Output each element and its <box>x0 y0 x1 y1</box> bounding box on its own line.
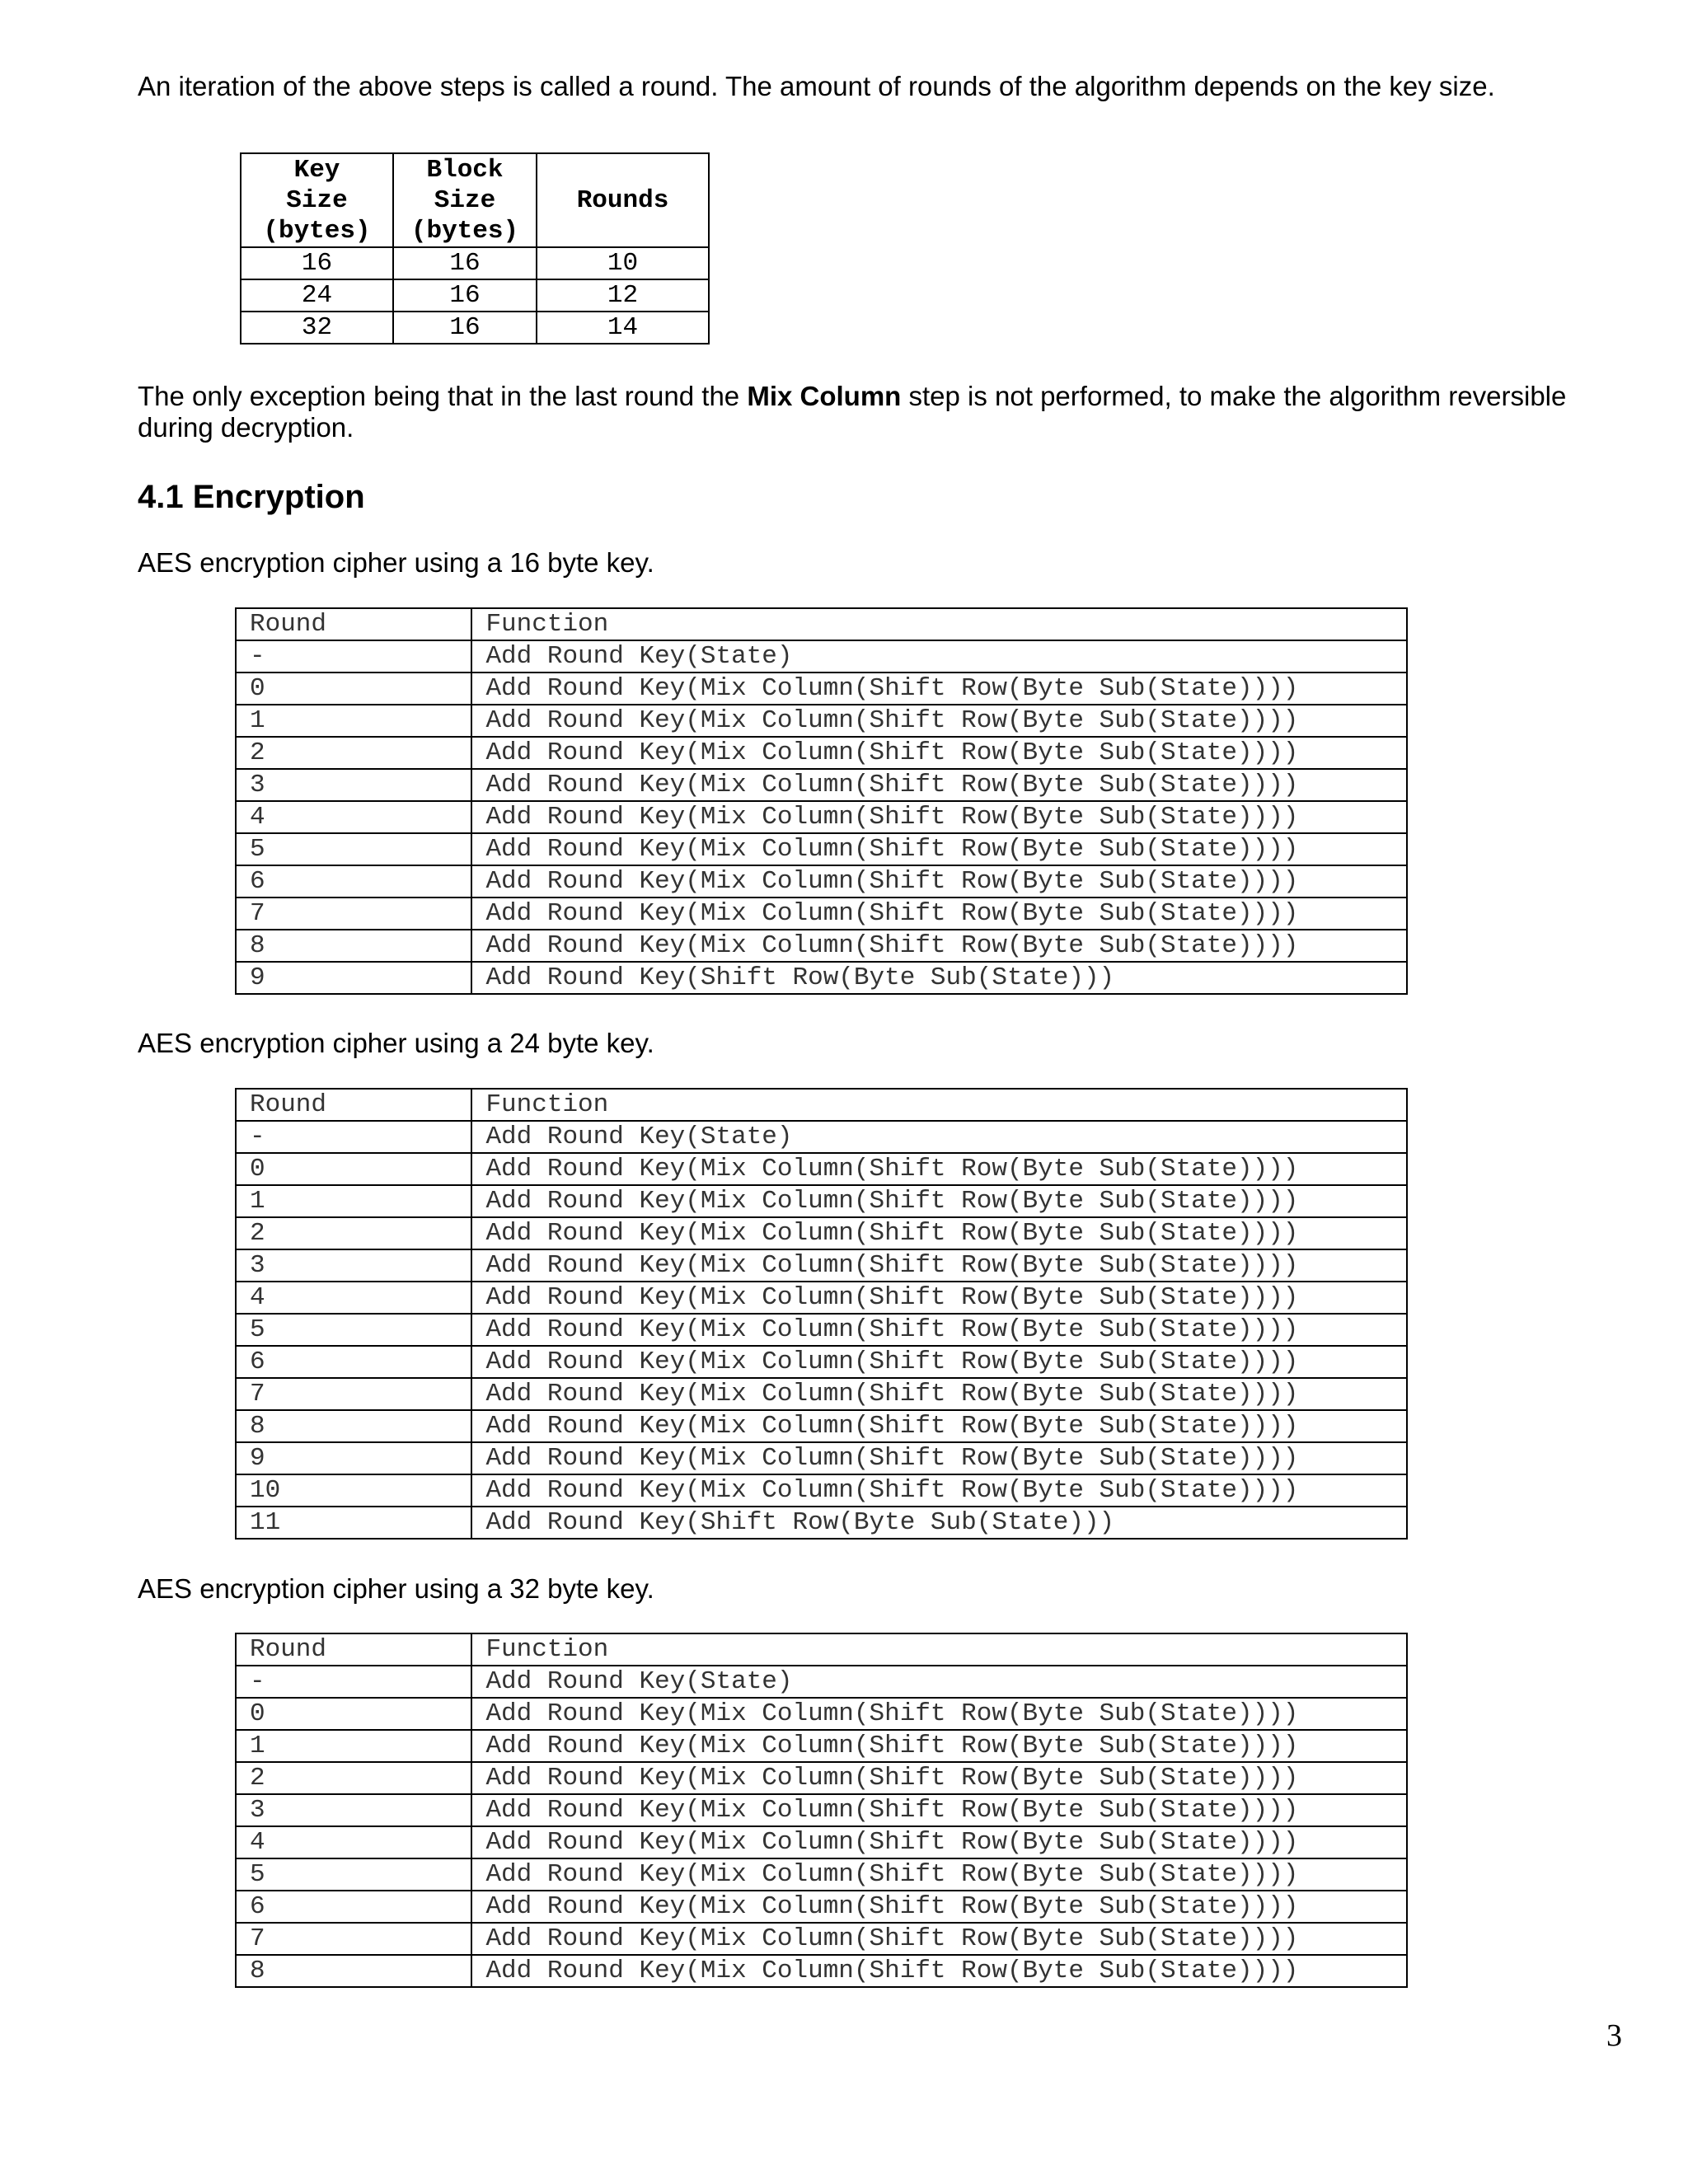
exception-text-line2: during decryption. <box>138 412 354 443</box>
table-row <box>236 1891 1407 1923</box>
function-cell: Add Round Key(Mix Column(Shift Row(Byte Sub(State)))) <box>471 1955 1407 1987</box>
round-cell: 3 <box>236 769 471 801</box>
round-header: Round <box>236 1089 471 1121</box>
function-cell: Add Round Key(Mix Column(Shift Row(Byte Sub(State)))) <box>471 705 1407 737</box>
table-row <box>236 865 1407 898</box>
table-header-row <box>236 1633 1407 1666</box>
round-cell: 1 <box>236 705 471 737</box>
block-size-cell: 16 <box>393 247 537 279</box>
block-size-header-line: (bytes) <box>410 216 519 246</box>
rounds-header-line: Rounds <box>576 185 669 215</box>
table-row <box>236 801 1407 833</box>
table-row <box>236 930 1407 962</box>
function-header: Function <box>471 1089 1407 1121</box>
round-cell: 1 <box>236 1185 471 1217</box>
round-cell: 7 <box>236 1378 471 1410</box>
round-table-24-byte <box>235 1088 1408 1540</box>
round-cell: - <box>236 640 471 673</box>
round-cell: 4 <box>236 801 471 833</box>
function-cell: Add Round Key(Mix Column(Shift Row(Byte Sub(State)))) <box>471 833 1407 865</box>
round-table-16-byte <box>235 607 1408 995</box>
function-cell: Add Round Key(State) <box>471 640 1407 673</box>
function-cell: Add Round Key(Mix Column(Shift Row(Byte Sub(State)))) <box>471 1730 1407 1762</box>
round-cell: 7 <box>236 1923 471 1955</box>
table-caption-32-byte: AES encryption cipher using a 32 byte key. <box>138 1573 654 1604</box>
function-cell: Add Round Key(Shift Row(Byte Sub(State))) <box>471 962 1407 994</box>
round-cell: 3 <box>236 1249 471 1282</box>
round-cell: 5 <box>236 833 471 865</box>
round-cell: - <box>236 1121 471 1153</box>
table-row <box>236 705 1407 737</box>
function-cell: Add Round Key(Mix Column(Shift Row(Byte Sub(State)))) <box>471 1314 1407 1346</box>
block-size-cell: 16 <box>393 312 537 344</box>
key-size-cell: 24 <box>241 279 393 312</box>
page-number: 3 <box>1606 2018 1622 2053</box>
exception-text-before: The only exception being that in the last round the <box>138 381 748 411</box>
exception-paragraph <box>138 381 1566 443</box>
table-row <box>236 1378 1407 1410</box>
function-cell: Add Round Key(Mix Column(Shift Row(Byte Sub(State)))) <box>471 930 1407 962</box>
round-cell: 9 <box>236 1442 471 1474</box>
function-cell: Add Round Key(Mix Column(Shift Row(Byte Sub(State)))) <box>471 1282 1407 1314</box>
round-cell: 0 <box>236 1153 471 1185</box>
table-row <box>236 1923 1407 1955</box>
table-caption-16-byte: AES encryption cipher using a 16 byte key. <box>138 547 654 578</box>
round-cell: 0 <box>236 1698 471 1730</box>
function-cell: Add Round Key(Mix Column(Shift Row(Byte Sub(State)))) <box>471 1891 1407 1923</box>
function-cell: Add Round Key(Mix Column(Shift Row(Byte Sub(State)))) <box>471 801 1407 833</box>
table-row <box>236 1507 1407 1539</box>
key-size-table <box>240 152 710 344</box>
round-cell: 2 <box>236 1762 471 1794</box>
round-cell: 4 <box>236 1826 471 1858</box>
rounds-cell: 10 <box>537 247 709 279</box>
table-caption-24-byte: AES encryption cipher using a 24 byte key. <box>138 1028 654 1058</box>
round-cell: 6 <box>236 1346 471 1378</box>
table-row <box>236 737 1407 769</box>
round-cell: 0 <box>236 673 471 705</box>
intro-paragraph: An iteration of the above steps is called a round. The amount of rounds of the algorithm depends on the key size. <box>138 71 1495 101</box>
function-cell: Add Round Key(Mix Column(Shift Row(Byte Sub(State)))) <box>471 1217 1407 1249</box>
function-cell: Add Round Key(Mix Column(Shift Row(Byte Sub(State)))) <box>471 1762 1407 1794</box>
rounds-cell: 12 <box>537 279 709 312</box>
table-row <box>236 1410 1407 1442</box>
table-row <box>236 1955 1407 1987</box>
block-size-header <box>393 153 537 247</box>
round-cell: 2 <box>236 737 471 769</box>
table-row <box>236 1442 1407 1474</box>
function-header: Function <box>471 1633 1407 1666</box>
key-size-table-header-row <box>241 153 709 247</box>
table-row <box>236 1346 1407 1378</box>
table-row <box>236 1474 1407 1507</box>
key-size-header-line: Size <box>286 185 348 215</box>
table-row <box>236 1826 1407 1858</box>
round-header: Round <box>236 608 471 640</box>
round-cell: 2 <box>236 1217 471 1249</box>
table-row <box>236 1185 1407 1217</box>
round-header: Round <box>236 1633 471 1666</box>
function-cell: Add Round Key(Mix Column(Shift Row(Byte Sub(State)))) <box>471 673 1407 705</box>
table-row <box>236 1249 1407 1282</box>
table-row <box>236 1794 1407 1826</box>
function-cell: Add Round Key(Mix Column(Shift Row(Byte Sub(State)))) <box>471 1858 1407 1891</box>
table-row <box>236 1282 1407 1314</box>
function-cell: Add Round Key(Mix Column(Shift Row(Byte Sub(State)))) <box>471 1153 1407 1185</box>
block-size-header-line: Block <box>426 155 504 185</box>
round-table-32-byte <box>235 1633 1408 1988</box>
table-row <box>236 1858 1407 1891</box>
table-row <box>236 769 1407 801</box>
function-cell: Add Round Key(Mix Column(Shift Row(Byte Sub(State)))) <box>471 898 1407 930</box>
section-heading: 4.1 Encryption <box>138 479 365 515</box>
round-cell: 4 <box>236 1282 471 1314</box>
table-header-row <box>236 1089 1407 1121</box>
table-row <box>236 962 1407 994</box>
function-cell: Add Round Key(Mix Column(Shift Row(Byte Sub(State)))) <box>471 1442 1407 1474</box>
key-size-cell: 16 <box>241 247 393 279</box>
function-cell: Add Round Key(Mix Column(Shift Row(Byte Sub(State)))) <box>471 1346 1407 1378</box>
function-cell: Add Round Key(Mix Column(Shift Row(Byte Sub(State)))) <box>471 1923 1407 1955</box>
function-cell: Add Round Key(Mix Column(Shift Row(Byte Sub(State)))) <box>471 737 1407 769</box>
round-cell: 6 <box>236 865 471 898</box>
key-size-cell: 32 <box>241 312 393 344</box>
table-row <box>236 1217 1407 1249</box>
function-cell: Add Round Key(Mix Column(Shift Row(Byte Sub(State)))) <box>471 1185 1407 1217</box>
table-row <box>241 312 709 344</box>
round-cell: 5 <box>236 1858 471 1891</box>
rounds-header <box>537 153 709 247</box>
block-size-header-line: Size <box>434 185 496 215</box>
round-cell: 7 <box>236 898 471 930</box>
table-row <box>236 898 1407 930</box>
round-cell: 10 <box>236 1474 471 1507</box>
function-cell: Add Round Key(Mix Column(Shift Row(Byte Sub(State)))) <box>471 1378 1407 1410</box>
key-size-header-line: (bytes) <box>263 216 371 246</box>
table-row <box>236 673 1407 705</box>
round-cell: 8 <box>236 1410 471 1442</box>
round-cell: 8 <box>236 1955 471 1987</box>
table-row <box>236 1762 1407 1794</box>
function-cell: Add Round Key(Mix Column(Shift Row(Byte Sub(State)))) <box>471 1474 1407 1507</box>
round-cell: 6 <box>236 1891 471 1923</box>
table-row <box>241 279 709 312</box>
function-cell: Add Round Key(State) <box>471 1666 1407 1698</box>
table-row <box>236 1153 1407 1185</box>
round-cell: - <box>236 1666 471 1698</box>
function-cell: Add Round Key(Mix Column(Shift Row(Byte Sub(State)))) <box>471 1698 1407 1730</box>
key-size-header <box>241 153 393 247</box>
round-cell: 8 <box>236 930 471 962</box>
function-cell: Add Round Key(Mix Column(Shift Row(Byte Sub(State)))) <box>471 769 1407 801</box>
table-row <box>236 1698 1407 1730</box>
round-cell: 9 <box>236 962 471 994</box>
table-row <box>236 1730 1407 1762</box>
block-size-cell: 16 <box>393 279 537 312</box>
table-header-row <box>236 608 1407 640</box>
round-cell: 3 <box>236 1794 471 1826</box>
mix-column-term: Mix Column <box>747 381 902 411</box>
function-cell: Add Round Key(Mix Column(Shift Row(Byte Sub(State)))) <box>471 1794 1407 1826</box>
round-cell: 1 <box>236 1730 471 1762</box>
function-cell: Add Round Key(Mix Column(Shift Row(Byte Sub(State)))) <box>471 1249 1407 1282</box>
table-row <box>236 640 1407 673</box>
table-row <box>241 247 709 279</box>
function-cell: Add Round Key(Mix Column(Shift Row(Byte Sub(State)))) <box>471 1826 1407 1858</box>
function-cell: Add Round Key(Mix Column(Shift Row(Byte Sub(State)))) <box>471 865 1407 898</box>
function-cell: Add Round Key(Mix Column(Shift Row(Byte Sub(State)))) <box>471 1410 1407 1442</box>
round-cell: 5 <box>236 1314 471 1346</box>
rounds-cell: 14 <box>537 312 709 344</box>
exception-text-after: step is not performed, to make the algorithm reversible <box>901 381 1567 411</box>
round-cell: 11 <box>236 1507 471 1539</box>
function-cell: Add Round Key(Shift Row(Byte Sub(State))) <box>471 1507 1407 1539</box>
table-row <box>236 833 1407 865</box>
function-header: Function <box>471 608 1407 640</box>
key-size-header-line: Key <box>293 155 340 185</box>
table-row <box>236 1314 1407 1346</box>
function-cell: Add Round Key(State) <box>471 1121 1407 1153</box>
table-row <box>236 1121 1407 1153</box>
table-row <box>236 1666 1407 1698</box>
